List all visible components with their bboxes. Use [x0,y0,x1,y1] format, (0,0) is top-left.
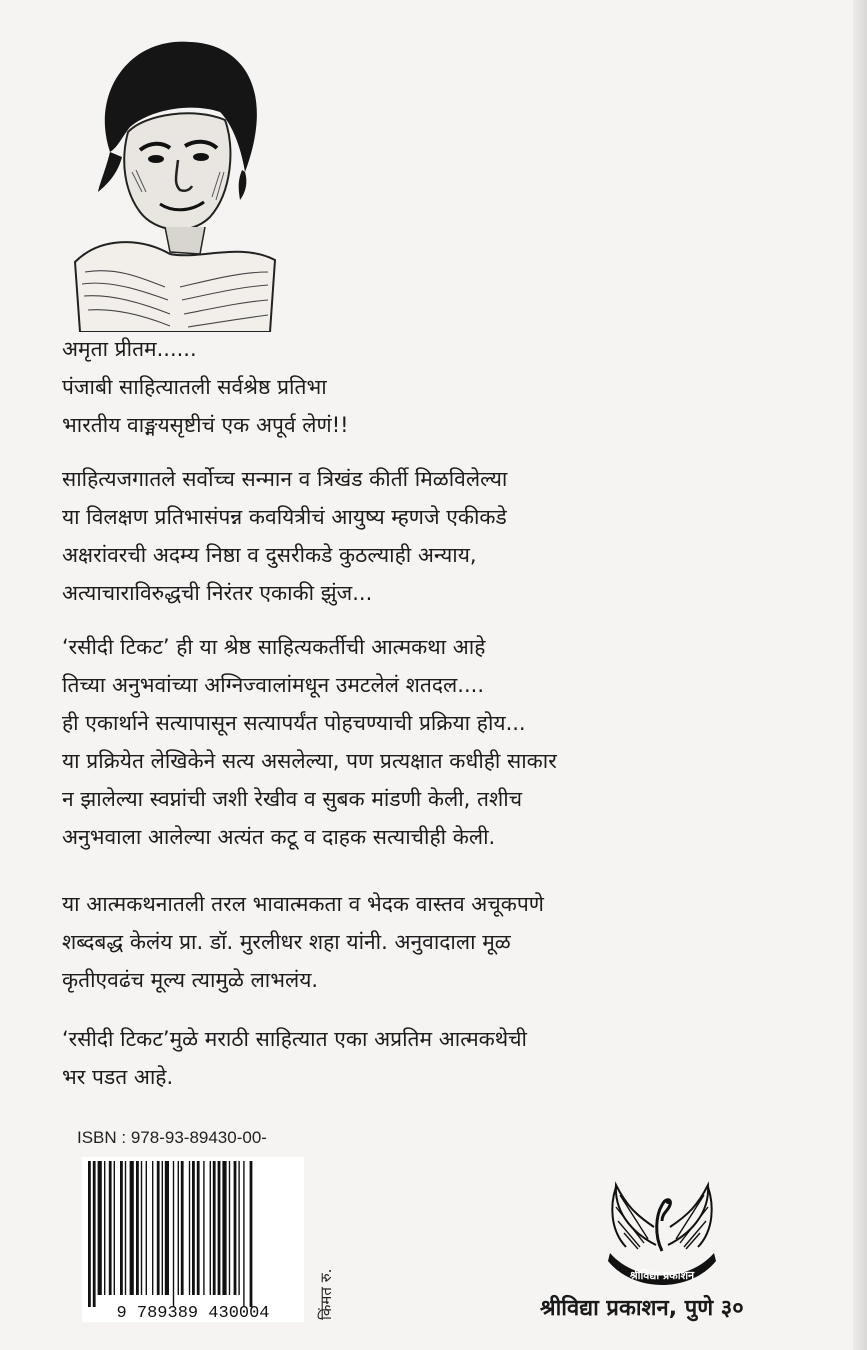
paragraph-line: भर पडत आहे. [62,1065,174,1089]
paragraph-line: ‘रसीदी टिकट’ ही या श्रेष्ठ साहित्यकर्तीची आत्मकथा आहे [62,635,486,659]
barcode-bar [157,1161,160,1295]
barcode-bar [146,1161,147,1295]
barcode-bar [130,1161,134,1295]
publisher-logo [596,1175,728,1299]
intro-line: पंजाबी साहित्यातली सर्वश्रेष्ठ प्रतिभा [62,375,327,399]
paragraph-line: साहित्यजगातले सर्वोच्च सन्मान व त्रिखंड कीर्ती मिळविलेल्या [62,467,508,491]
barcode-bar [203,1161,204,1295]
barcode-bar [243,1161,244,1307]
barcode-bar [250,1161,253,1307]
paragraph-3 [62,885,782,999]
paragraph-line: अत्याचाराविरुद्धची निरंतर एकाकी झुंज... [62,581,373,605]
publisher-logo-text: श्रीविद्या प्रकाशन [629,1269,695,1282]
cover-edge [853,0,867,1350]
paragraph-line: या विलक्षण प्रतिभासंपन्न कवयित्रीचं आयुष्य म्हणजे एकीकडे [62,505,507,529]
paragraph-4 [62,1020,782,1096]
barcode-bar [229,1161,230,1295]
paragraph-line: अक्षरांवरची अदम्य निष्ठा व दुसरीकडे कुठल्याही अन्याय, [62,543,477,567]
barcode-bar [213,1161,216,1295]
paragraph-line: या प्रक्रियेत लेखिकेने सत्य असलेल्या, पण प्रत्यक्षात कधीही साकार [62,749,557,773]
author-portrait [70,32,280,332]
barcode-bar [162,1161,163,1295]
paragraph-line: ‘रसीदी टिकट’मुळे मराठी साहित्यात एका अप्रतिम आत्मकथेची [62,1027,527,1051]
intro-block [62,330,782,444]
barcode-bar [234,1161,237,1295]
barcode-bar [136,1161,139,1295]
barcode-bar [141,1161,142,1295]
paragraph-line: ही एकार्थाने सत्यापासून सत्यापर्यंत पोहचण्याची प्रक्रिया होय... [62,711,526,735]
barcode-bar [165,1161,169,1295]
barcode-bar [88,1161,91,1307]
paragraph-1 [62,460,782,612]
isbn-barcode [82,1157,304,1322]
barcode-bar [152,1161,153,1295]
publisher-name: श्रीविद्या प्रकाशन, पुणे ३० [540,1296,744,1321]
intro-line: अमृता प्रीतम...... [62,337,197,361]
barcode-bar [173,1161,174,1307]
barcode-bar [93,1161,96,1307]
barcode-bar [114,1161,115,1295]
barcode-bar [125,1161,126,1295]
paragraph-line: कृतीएवढंच मूल्य त्यामुळे लाभलंय. [62,968,319,992]
barcode-bar [178,1161,179,1295]
paragraph-line: न झालेल्या स्वप्नांची जशी रेखीव व सुबक मांडणी केली, तशीच [62,787,523,811]
paragraph-line: तिच्या अनुभवांच्या अग्निज्वालांमधून उमटलेलं शतदल.... [62,673,484,697]
paragraph-line: अनुभवाला आलेल्या अत्यंत कटू व दाहक सत्याचीही केली. [62,825,496,849]
intro-line: भारतीय वाङ्मयसृष्टीचं एक अपूर्व लेणं!! [62,413,349,437]
paragraph-2 [62,628,782,856]
paragraph-line: या आत्मकथनातली तरल भावात्मकता व भेदक वास्तव अचूकपणे [62,892,544,916]
barcode-bar [181,1161,184,1295]
barcode-bar [210,1161,211,1295]
barcode-bar [238,1161,239,1295]
isbn-label: ISBN : 978-93-89430-00- [77,1128,267,1147]
paragraph-line: शब्दबद्ध केलंय प्रा. डॉ. मुरलीधर शहा यांनी. अनुवादाला मूळ [62,930,511,954]
barcode-bar [120,1161,123,1295]
barcode-bar [192,1161,195,1295]
barcode-bar [104,1161,105,1295]
barcode-number: 9 789389 430004 [116,1304,270,1322]
price-label: किंमत रु. [317,1268,335,1320]
barcode-bar [218,1161,221,1295]
barcode-bar [189,1161,190,1295]
barcode-bar [197,1161,200,1295]
barcode-bar [109,1161,112,1295]
barcode-bar [98,1161,102,1295]
barcode-bar [222,1161,226,1295]
